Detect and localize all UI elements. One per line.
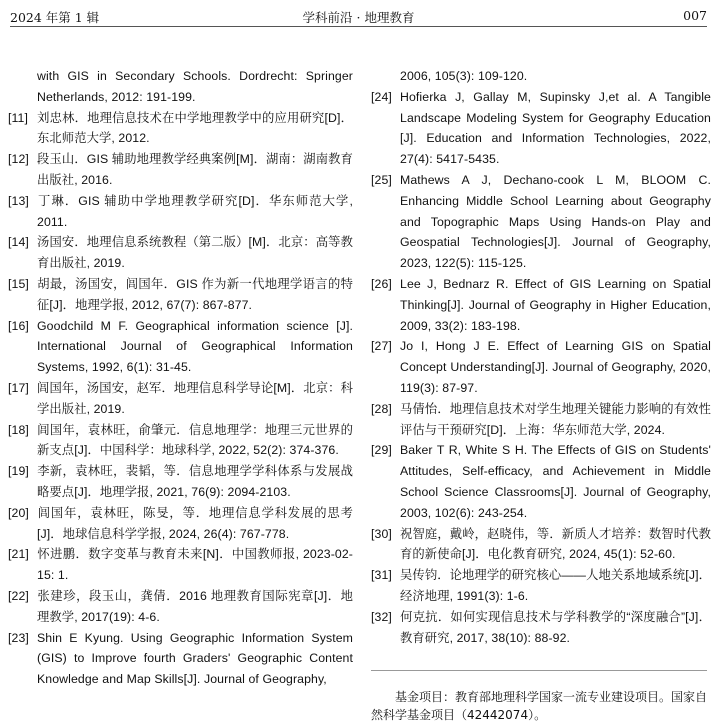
reference-item xyxy=(8,378,353,420)
reference-item xyxy=(8,420,353,462)
reference-item xyxy=(371,440,711,523)
reference-item xyxy=(371,274,711,336)
ref-number: [17] xyxy=(8,380,29,395)
ref-text: with GIS in Secondary Schools. Dordrecht: Springer Netherlands, 2012: 191-199. xyxy=(37,69,353,104)
reference-item xyxy=(8,191,353,233)
section-title: 学科前沿 · 地理教育 xyxy=(302,10,415,25)
ref-number: [31] xyxy=(371,568,392,583)
ref-text: 丁琳．GIS 辅助中学地理教学研究[D]．华东师范大学, 2011. xyxy=(37,193,353,229)
ref-number: [24] xyxy=(371,89,392,104)
reference-item xyxy=(8,544,353,586)
footnote-divider xyxy=(371,670,707,671)
ref-number: [20] xyxy=(8,505,29,520)
ref-number: [22] xyxy=(8,588,29,603)
ref-number: [11] xyxy=(8,110,28,125)
ref-text: 闾国年，袁林旺，俞肇元．信息地理学：地理三元世界的新支点[J]．中国科学：地球科学, 2022, 52(2): 374-376. xyxy=(37,422,353,458)
ref-text: Goodchild M F. Geographical information science [J]. International Journal of Geographical Information Systems, 1992, 6(1): 31-45. xyxy=(37,318,353,375)
ref-number: [16] xyxy=(8,318,29,333)
reference-item xyxy=(8,461,353,503)
reference-item xyxy=(371,336,711,398)
right-column xyxy=(371,66,711,648)
ref-number: [27] xyxy=(371,339,392,354)
ref-number: [23] xyxy=(8,630,29,645)
ref-text: 刘忠林．地理信息技术在中学地理教学中的应用研究[D]．东北师范大学, 2012. xyxy=(37,110,353,146)
reference-list-left xyxy=(8,108,353,690)
ref-text: Mathews A J, Dechano-cook L M, BLOOM C. Enhancing Middle School Learning about Geography and Topographic Maps Using Hands-on Play and Geospatial Technologies[J]. Journal of Geography, 2023, 122(5): 115-125. xyxy=(400,172,711,271)
reference-item xyxy=(8,316,353,378)
ref-text: Hofierka J, Gallay M, Supinsky J,et al. A Tangible Landscape Modeling System for Geography Education [J]. Education and Information Technologies, 2022, 27(4): 5417-5435. xyxy=(400,89,711,167)
ref-continuation xyxy=(371,66,711,87)
ref-number: [21] xyxy=(8,547,29,562)
ref-text: 李新，袁林旺，裴韬，等．信息地理学学科体系与发展战略要点[J]．地理学报, 2021, 76(9): 2094-2103. xyxy=(37,464,353,499)
ref-text: 怀进鹏．数字变革与教育未来[N]．中国教师报, 2023-02-15: 1. xyxy=(37,547,353,583)
reference-item xyxy=(371,524,711,566)
reference-item xyxy=(371,87,711,170)
ref-text: Baker T R, White S H. The Effects of GIS on Students' Attitudes, Self-efficacy, and Achievement in Middle School Science Classrooms[J]. Journal of Geography, 2003, 102(6): 243-254. xyxy=(400,443,711,520)
ref-number: [15] xyxy=(8,276,29,291)
ref-number: [12] xyxy=(8,152,29,167)
ref-text: 胡最，汤国安，闾国年．GIS 作为新一代地理学语言的特征[J]．地理学报, 2012, 67(7): 867-877. xyxy=(37,276,353,312)
ref-number: [30] xyxy=(371,526,392,541)
ref-number: [25] xyxy=(371,172,392,187)
ref-text: Lee J, Bednarz R. Effect of GIS Learning on Spatial Thinking[J]. Journal of Geography in Higher Education, 2009, 33(2): 183-198. xyxy=(400,276,711,333)
ref-text: 汤国安．地理信息系统教程（第二版）[M]．北京：高等教育出版社, 2019. xyxy=(37,235,353,271)
ref-number: [28] xyxy=(371,401,392,416)
left-column xyxy=(8,66,353,690)
ref-text: Shin E Kyung. Using Geographic Information System (GIS) to Improve fourth Graders' Geographic Content Knowledge and Map Skills[J]. Journal of Geography, xyxy=(37,630,353,687)
running-header xyxy=(10,6,707,27)
ref-continuation xyxy=(8,66,353,108)
ref-text: 吴传钧．论地理学的研究核心——人地关系地域系统[J]．经济地理, 1991(3): 1-6. xyxy=(400,568,711,603)
reference-item xyxy=(8,232,353,274)
ref-text: 闾国年，汤国安，赵军．地理信息科学导论[M]．北京：科学出版社, 2019. xyxy=(37,380,353,416)
reference-item xyxy=(371,170,711,274)
reference-list-right xyxy=(371,87,711,649)
funding-note xyxy=(371,688,707,724)
ref-text: 马倩怡．地理信息技术对学生地理关键能力影响的有效性评估与干预研究[D]．上海：华东师范大学, 2024. xyxy=(400,401,711,437)
ref-text: Jo I, Hong J E. Effect of Learning GIS on Spatial Concept Understanding[J]. Journal of Geography, 2020, 119(3): 87-97. xyxy=(400,339,711,395)
ref-number: [14] xyxy=(8,235,29,250)
reference-item xyxy=(371,607,711,649)
reference-item xyxy=(8,586,353,628)
reference-item xyxy=(8,149,353,191)
ref-text: 段玉山．GIS 辅助地理教学经典案例[M]．湖南：湖南教育出版社, 2016. xyxy=(37,152,353,187)
page-number: 007 xyxy=(683,8,707,23)
funding-text: 基金项目：教育部地理科学国家一流专业建设项目。国家自然科学基金项目（42442074）。 xyxy=(371,690,708,722)
ref-text: 张建珍，段玉山，龚倩．2016 地理教育国际宪章[J]．地理教学, 2017(19): 4-6. xyxy=(37,588,353,624)
ref-number: [29] xyxy=(371,443,392,458)
reference-item xyxy=(8,503,353,545)
ref-number: [32] xyxy=(371,609,392,624)
ref-number: [26] xyxy=(371,276,392,291)
ref-text: 2006, 105(3): 109-120. xyxy=(400,69,528,83)
ref-text: 祝智庭，戴岭，赵晓伟，等．新质人才培养：数智时代教育的新使命[J]．电化教育研究, 2024, 45(1): 52-60. xyxy=(400,526,711,562)
reference-item xyxy=(371,565,711,607)
reference-item xyxy=(371,399,711,441)
ref-number: [19] xyxy=(8,464,29,479)
ref-text: 何克抗．如何实现信息技术与学科教学的“深度融合”[J]．教育研究, 2017, 38(10): 88-92. xyxy=(400,609,711,645)
reference-item xyxy=(8,274,353,316)
ref-text: 闾国年，袁林旺，陈旻，等．地理信息学科发展的思考[J]．地球信息科学学报, 2024, 26(4): 767-778. xyxy=(37,505,353,541)
ref-number: [13] xyxy=(8,193,29,208)
ref-number: [18] xyxy=(8,422,29,437)
issue-label: 2024 年第 1 辑 xyxy=(10,10,100,25)
reference-item xyxy=(8,628,353,690)
reference-item xyxy=(8,108,353,150)
